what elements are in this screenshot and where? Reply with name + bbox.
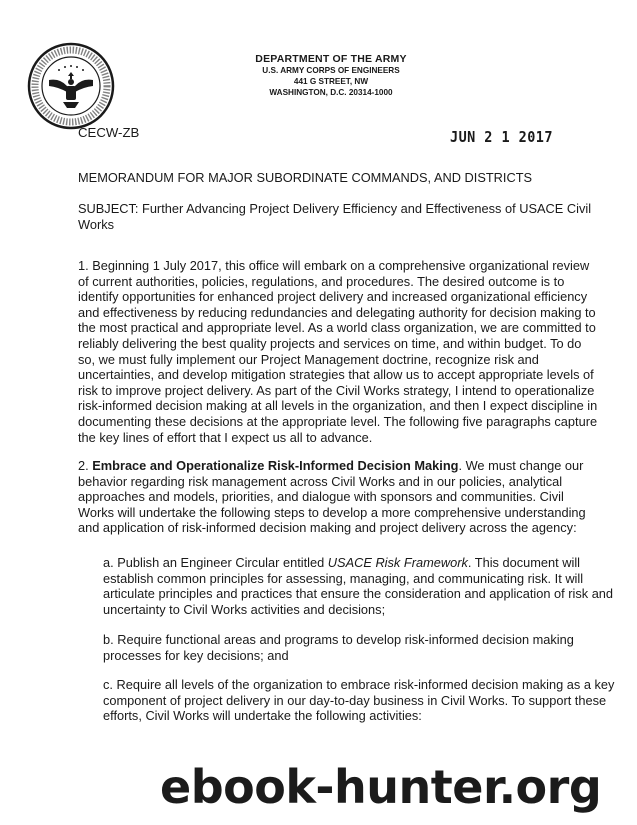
paragraph-2-body: . We must change our behavior regarding risk management across Civil Works and in our policies, analytical approaches and models, priorities, and dialogue with sponsors and communities. Civil Works will undertake the following steps to develop a more comprehensive understanding and application of risk-informed decision making and project delivery across the agency:: [78, 458, 586, 536]
item-a-lead: a. Publish an Engineer Circular entitled: [103, 555, 328, 570]
subject-line: SUBJECT: Further Advancing Project Delivery Efficiency and Effectiveness of USACE Civil Works: [78, 201, 592, 232]
item-a-title: USACE Risk Framework: [327, 555, 468, 570]
item-c: c. Require all levels of the organization to embrace risk-informed decision making as a key component of project delivery in our day-to-day business in Civil Works. To support these efforts, Civil Works will undertake the following activities:: [103, 677, 615, 724]
paragraph-2: [78, 458, 598, 536]
watermark-text: ebook-hunter.org: [160, 760, 602, 814]
letterhead: [186, 54, 476, 98]
item-a: [78, 555, 623, 617]
item-b: b. Require functional areas and programs to develop risk-informed decision making processes for key decisions; and: [103, 632, 574, 663]
item-a-rest: . This document will establish common principles for assessing, managing, and communicating risk. It will articulate principles and practices that ensure the consideration and application of risk and uncertainty to Civil Works activities and decisions;: [103, 555, 614, 617]
paragraph-2-heading: Embrace and Operationalize Risk-Informed Decision Making: [92, 458, 459, 473]
office-symbol: CECW-ZB: [78, 125, 140, 140]
letterhead-department: DEPARTMENT OF THE ARMY: [255, 53, 407, 65]
letterhead-organization: U.S. ARMY CORPS OF ENGINEERS: [262, 66, 400, 75]
memo-for-line: MEMORANDUM FOR MAJOR SUBORDINATE COMMANDS, AND DISTRICTS: [78, 170, 533, 185]
date-stamp: JUN 2 1 2017: [450, 128, 553, 146]
paragraph-2-number: 2.: [78, 458, 93, 473]
dod-seal: [27, 42, 115, 130]
letterhead-street: 441 G STREET, NW: [293, 77, 369, 86]
letterhead-city: WASHINGTON, D.C. 20314-1000: [269, 88, 393, 97]
paragraph-1: 1. Beginning 1 July 2017, this office will embark on a comprehensive organizational review of current authorities, policies, regulations, and procedures. The desired outcome is to identify opportunities for enhanced project delivery and increased organizational efficiency and effectiveness by reducing redundancies and delegating authority for decision making to the most practical and appropriate level. As a world class organization, we are committed to reliably delivering the best quality projects and services on time, and within budget. To do so, we must fully implement our Project Management doctrine, recognize risk and uncertainties, and develop mitigation strategies that allow us to accept appropriate levels of risk to improve project delivery. As part of the Civil Works strategy, I intend to operationalize risk-informed decision making at all levels in the organization, and then I expect discipline in documenting these decisions at the appropriate level. The following five paragraphs capture the key lines of effort that I expect us all to advance.: [78, 258, 598, 445]
